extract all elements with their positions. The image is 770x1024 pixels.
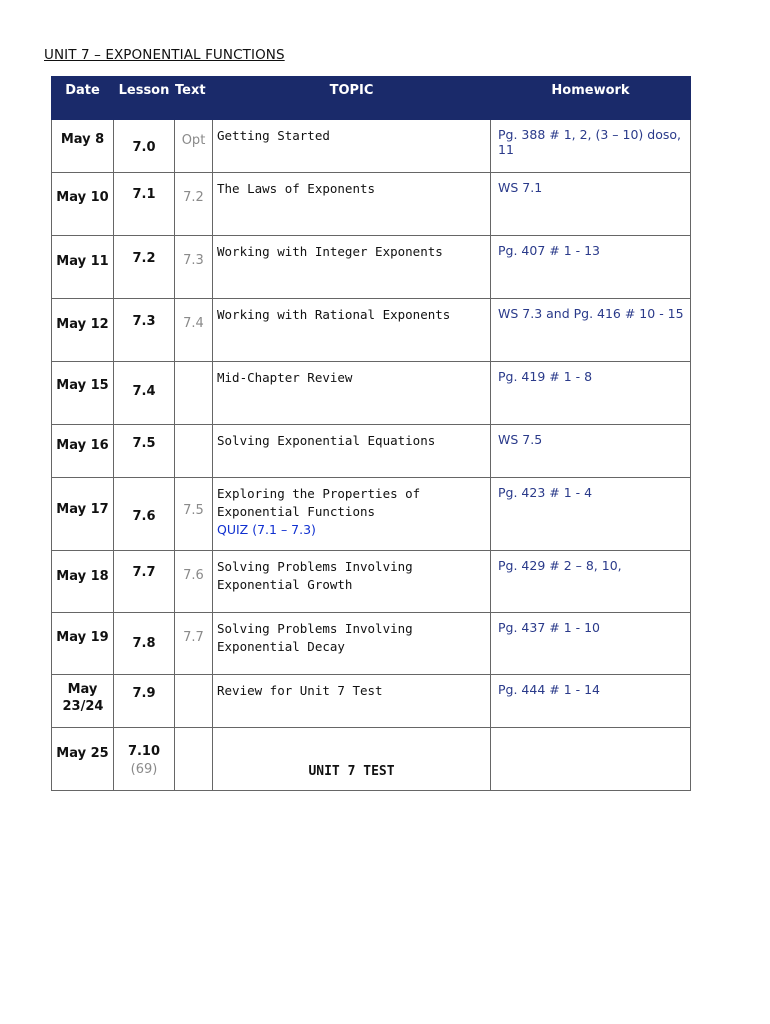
lesson-cell — [114, 728, 175, 791]
topic-cell: Getting Started — [213, 120, 491, 173]
topic-cell — [213, 478, 491, 551]
topic-cell: Solving Problems Involving Exponential Growth — [213, 551, 491, 613]
date-cell: May 15 — [52, 362, 114, 425]
text-cell: 7.7 — [175, 613, 213, 675]
text-cell — [175, 728, 213, 791]
text-cell: 7.3 — [175, 236, 213, 299]
table-row — [52, 362, 691, 425]
date-cell: May 17 — [52, 478, 114, 551]
lesson-subnote: (69) — [130, 762, 158, 777]
lesson-cell: 7.4 — [114, 362, 175, 425]
text-cell — [175, 362, 213, 425]
quiz-note: QUIZ (7.1 – 7.3) — [217, 522, 316, 537]
text-cell: 7.4 — [175, 299, 213, 362]
lesson-number: 7.10 — [127, 744, 161, 759]
homework-cell: WS 7.5 — [491, 425, 691, 478]
homework-cell: Pg. 423 # 1 - 4 — [491, 478, 691, 551]
date-cell: May 23/24 — [52, 675, 114, 728]
schedule-table — [51, 76, 691, 791]
table-row — [52, 299, 691, 362]
table-row — [52, 173, 691, 236]
unit-test-label: UNIT 7 TEST — [308, 764, 395, 779]
lesson-cell: 7.6 — [114, 478, 175, 551]
homework-cell: Pg. 444 # 1 - 14 — [491, 675, 691, 728]
date-cell: May 8 — [52, 120, 114, 173]
homework-cell: Pg. 429 # 2 – 8, 10, — [491, 551, 691, 613]
table-row — [52, 478, 691, 551]
homework-cell: WS 7.3 and Pg. 416 # 10 - 15 — [491, 299, 691, 362]
lesson-cell: 7.3 — [114, 299, 175, 362]
header-lesson: Lesson — [114, 77, 175, 120]
lesson-cell: 7.9 — [114, 675, 175, 728]
homework-cell: Pg. 407 # 1 - 13 — [491, 236, 691, 299]
text-cell — [175, 425, 213, 478]
date-cell: May 25 — [52, 728, 114, 791]
date-cell: May 16 — [52, 425, 114, 478]
topic-cell: Solving Exponential Equations — [213, 425, 491, 478]
lesson-cell: 7.2 — [114, 236, 175, 299]
header-row — [52, 77, 691, 120]
topic-cell: Solving Problems Involving Exponential Decay — [213, 613, 491, 675]
homework-cell: Pg. 388 # 1, 2, (3 – 10) doso, 11 — [491, 120, 691, 173]
table-row — [52, 236, 691, 299]
homework-cell — [491, 728, 691, 791]
header-text: Text — [175, 77, 213, 120]
topic-cell: The Laws of Exponents — [213, 173, 491, 236]
homework-cell: WS 7.1 — [491, 173, 691, 236]
header-topic: TOPIC — [213, 77, 491, 120]
date-cell: May 12 — [52, 299, 114, 362]
lesson-cell: 7.0 — [114, 120, 175, 173]
date-cell: May 10 — [52, 173, 114, 236]
topic-cell: Working with Integer Exponents — [213, 236, 491, 299]
lesson-cell: 7.1 — [114, 173, 175, 236]
text-cell: Opt — [175, 120, 213, 173]
date-cell: May 11 — [52, 236, 114, 299]
date-cell: May 19 — [52, 613, 114, 675]
text-cell: 7.2 — [175, 173, 213, 236]
table-row — [52, 675, 691, 728]
homework-cell: Pg. 419 # 1 - 8 — [491, 362, 691, 425]
text-cell: 7.6 — [175, 551, 213, 613]
text-cell — [175, 675, 213, 728]
table-row — [52, 425, 691, 478]
table-row — [52, 551, 691, 613]
homework-cell: Pg. 437 # 1 - 10 — [491, 613, 691, 675]
topic-cell: Mid-Chapter Review — [213, 362, 491, 425]
lesson-cell: 7.8 — [114, 613, 175, 675]
lesson-cell: 7.7 — [114, 551, 175, 613]
topic-cell — [213, 728, 491, 791]
page-title: UNIT 7 – EXPONENTIAL FUNCTIONS — [44, 47, 285, 63]
table-row — [52, 728, 691, 791]
lesson-cell: 7.5 — [114, 425, 175, 478]
topic-cell: Working with Rational Exponents — [213, 299, 491, 362]
topic-text: Exploring the Properties of Exponential Functions — [217, 486, 421, 519]
table-row — [52, 613, 691, 675]
topic-cell: Review for Unit 7 Test — [213, 675, 491, 728]
table-row — [52, 120, 691, 173]
header-homework: Homework — [491, 77, 691, 120]
text-cell: 7.5 — [175, 478, 213, 551]
date-cell: May 18 — [52, 551, 114, 613]
header-date: Date — [52, 77, 114, 120]
